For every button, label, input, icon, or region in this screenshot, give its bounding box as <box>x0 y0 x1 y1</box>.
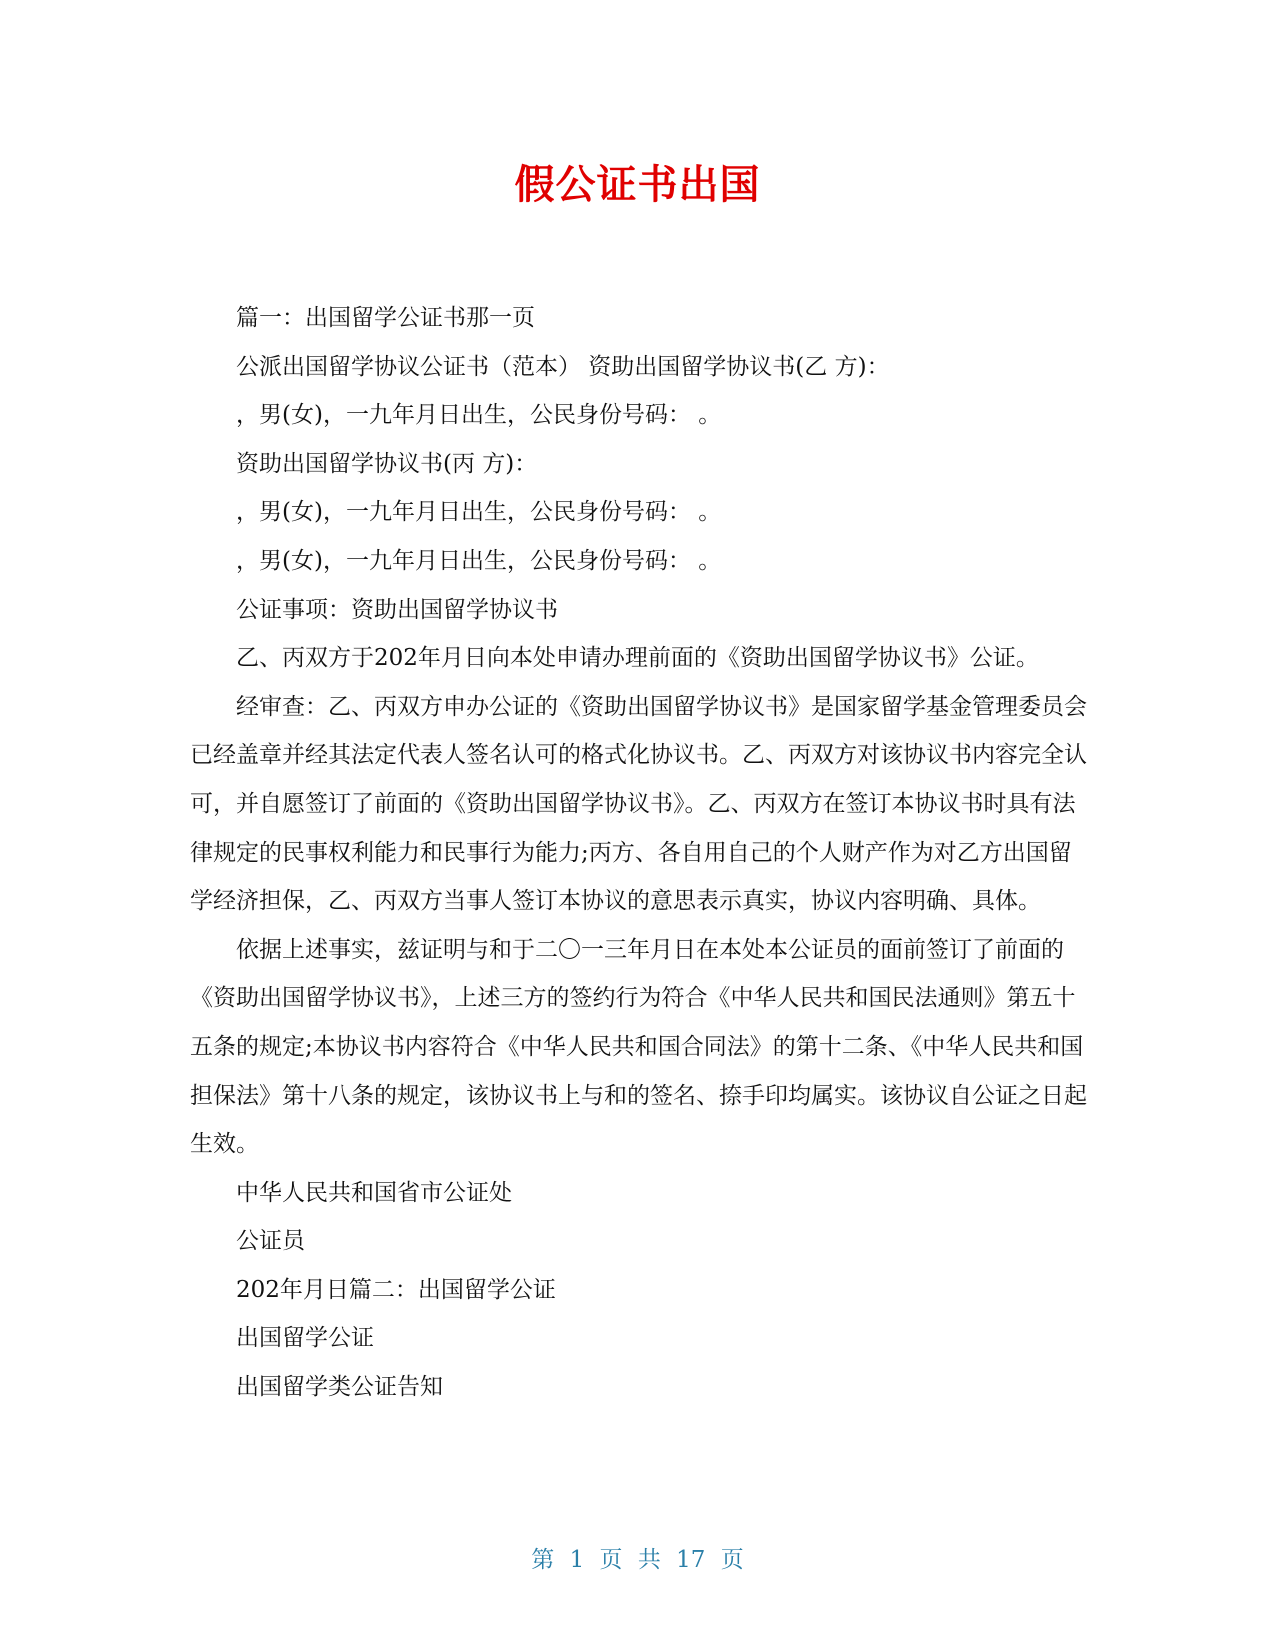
paragraph: ，男(女)，一九年月日出生，公民身份号码： 。 <box>236 402 722 429</box>
paragraph: 公证员 <box>236 1228 305 1255</box>
paragraph: 公派出国留学协议公证书（范本） 资助出国留学协议书(乙 方)： <box>236 353 890 380</box>
paragraph: 202年月日篇二：出国留学公证 <box>236 1276 556 1303</box>
paragraph: 经审查：乙、丙双方申办公证的《资助出国留学协议书》是国家留学基金管理委员会已经盖章并经其法定代表人签名认可的格式化协议书。乙、丙双方对该协议书内容完全认可，并自愿签订了前面的《资助出国留学协议书》。乙、丙双方在签订本协议书时具有法律规定的民事权利能力和民事行为能力;丙方、各自用自己的个人财产作为对乙方出国留学经济担保，乙、丙双方当事人签订本协议的意思表示真实，协议内容明确、具体。 <box>190 693 1087 915</box>
paragraph: ，男(女)，一九年月日出生，公民身份号码： 。 <box>236 499 722 526</box>
document-body <box>190 294 1090 1412</box>
paragraph: 中华人民共和国省市公证处 <box>236 1179 512 1206</box>
paragraph: 公证事项：资助出国留学协议书 <box>236 596 558 623</box>
paragraph: 依据上述事实，兹证明与和于二〇一三年月日在本处本公证员的面前签订了前面的《资助出国留学协议书》，上述三方的签约行为符合《中华人民共和国民法通则》第五十五条的规定;本协议书内容符合《中华人民共和国合同法》的第十二条、《中华人民共和国担保法》第十八条的规定，该协议书上与和的签名、捺手印均属实。该协议自公证之日起生效。 <box>190 936 1087 1158</box>
paragraph: 出国留学公证 <box>236 1325 374 1352</box>
paragraph: ，男(女)，一九年月日出生，公民身份号码： 。 <box>236 547 722 574</box>
paragraph: 出国留学类公证告知 <box>236 1374 443 1401</box>
paragraph: 资助出国留学协议书(丙 方)： <box>236 450 538 477</box>
paragraph: 乙、丙双方于202年月日向本处申请办理前面的《资助出国留学协议书》公证。 <box>236 645 1039 672</box>
paragraph: 篇一：出国留学公证书那一页 <box>236 305 535 331</box>
document-title: 假公证书出国 <box>514 162 761 208</box>
page-number-footer: 第 1 页 共 17 页 <box>531 1547 744 1573</box>
